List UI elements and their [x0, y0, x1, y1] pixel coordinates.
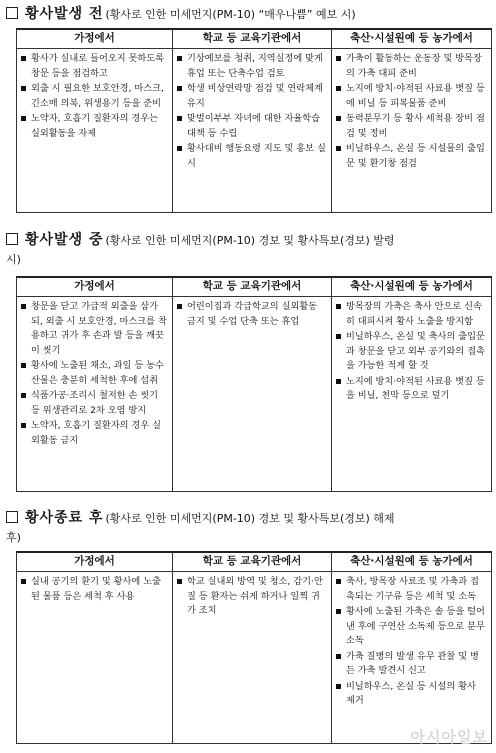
- cell-home: [17, 572, 173, 744]
- list-item: 황사에 노출된 채소, 과일 등 농수산물은 충분히 세척한 후에 섭취: [21, 359, 168, 388]
- list-item: 학교 실내외 방역 및 청소, 감기·안질 등 환자는 쉬게 하거나 일찍 귀가 조치: [177, 575, 327, 619]
- list-item: 비닐하우스, 온실 등 시설의 황사 제거: [336, 680, 487, 709]
- list-item: 축사, 방목장 사료조 및 가축과 접촉되는 기구류 등은 세척 및 소독: [336, 575, 487, 604]
- list-item: 외출 시 필요한 보호안경, 마스크, 긴소매 의복, 위생용기 등을 준비: [21, 82, 168, 111]
- cell-home: [17, 49, 173, 213]
- list-item: 어린이집과 각급학교의 실외활동 금지 및 수업 단축 또는 휴업: [177, 300, 327, 329]
- cell-school: [173, 297, 332, 492]
- column-header-home: 가정에서: [17, 277, 173, 297]
- cell-school: [173, 49, 332, 213]
- list-item: 황사가 실내로 들어오지 못하도록 창문 등을 점검하고: [21, 52, 168, 81]
- column-header-home: 가정에서: [17, 29, 173, 49]
- list-item: 비닐하우스, 온실 및 축사의 출입문과 창문을 닫고 외부 공기와의 접촉을 가능한 적게 할 것: [336, 330, 487, 374]
- section-subtitle: (황사로 인한 미세먼지(PM-10) “매우나쁨” 예보 시): [105, 8, 356, 21]
- column-header-farm: 축산·시설원예 등 농가에서: [332, 277, 492, 297]
- section-subtitle: (황사로 인한 미세먼지(PM-10) 경보 및 황사특보(경보) 해제: [105, 512, 395, 525]
- column-header-school: 학교 등 교육기관에서: [173, 277, 332, 297]
- list-item: 가축이 활동하는 운동장 및 방목장의 가축 대피 준비: [336, 52, 487, 81]
- list-item: 황사에 노출된 가축은 솔 등을 털어낸 후에 구연산 소독제 등으로 분무 소독: [336, 605, 487, 649]
- list-item: 노약자, 호흡기 질환자의 경우는 실외활동을 자제: [21, 112, 168, 141]
- section-subtitle: (황사로 인한 미세먼지(PM-10) 경보 및 황사특보(경보) 발령: [105, 234, 395, 247]
- list-item: 황사대비 행동요령 지도 및 홍보 실시: [177, 142, 327, 171]
- column-header-farm: 축산·시설원예 등 농가에서: [332, 552, 492, 572]
- list-item: 학생 비상연락망 점검 및 연락체계 유지: [177, 82, 327, 111]
- cell-school: [173, 572, 332, 744]
- column-header-school: 학교 등 교육기관에서: [173, 29, 332, 49]
- list-item: 노지에 방치·야적된 사료용 볏짚 등에 비닐 등 피복물품 준비: [336, 82, 487, 111]
- list-item: 동력분무기 등 황사 세척용 장비 점검 및 정비: [336, 112, 487, 141]
- section-subtitle-continued: 후): [6, 531, 21, 544]
- list-item: 비닐하우스, 온실 등 시설물의 출입문 및 환기창 점검: [336, 142, 487, 171]
- checkbox-square-icon: [6, 7, 18, 19]
- guideline-table: [16, 28, 492, 213]
- list-item: 맞벌이부부 자녀에 대한 자율학습 대책 등 수립: [177, 112, 327, 141]
- section-title: 황사발생 중: [25, 232, 104, 248]
- cell-farm: [332, 297, 492, 492]
- checkbox-square-icon: [6, 233, 18, 245]
- guideline-table: [16, 276, 492, 492]
- cell-farm: [332, 572, 492, 744]
- watermark-logo: 아시아일보: [410, 728, 488, 746]
- cell-home: [17, 297, 173, 492]
- section-title: 황사종료 후: [25, 510, 104, 526]
- cell-farm: [332, 49, 492, 213]
- column-header-farm: 축산·시설원예 등 농가에서: [332, 29, 492, 49]
- list-item: 식품가공·조리시 철저한 손 씻기 등 위생관리로 2차 오염 방지: [21, 389, 168, 418]
- column-header-home: 가정에서: [17, 552, 173, 572]
- section-subtitle-continued: 시): [6, 253, 21, 266]
- guideline-table: [16, 551, 492, 744]
- section-heading: [6, 508, 492, 544]
- list-item: 노지에 방치·야적된 사료용 볏짚 등을 비닐, 천막 등으로 덮기: [336, 375, 487, 404]
- list-item: 가축 질병의 발생 유무 관찰 및 병든 가축 발견시 신고: [336, 650, 487, 679]
- checkbox-square-icon: [6, 511, 18, 523]
- column-header-school: 학교 등 교육기관에서: [173, 552, 332, 572]
- list-item: 방목장의 가축은 축사 안으로 신속히 대피시켜 황사 노출을 방지함: [336, 300, 487, 329]
- list-item: 기상예보를 청취, 지역실정에 맞게 휴업 또는 단축수업 검토: [177, 52, 327, 81]
- section-title: 황사발생 전: [25, 6, 104, 22]
- section-heading: [6, 230, 492, 266]
- section-heading: [6, 4, 492, 25]
- list-item: 창문을 닫고 가급적 외출을 삼가되, 외출 시 보호안경, 마스크를 착용하고 귀가 후 손과 발 등을 깨끗이 씻기: [21, 300, 168, 358]
- list-item: 노약자, 호흡기 질환자의 경우 실외활동 금지: [21, 419, 168, 448]
- list-item: 실내 공기의 환기 및 황사에 노출된 물품 등은 세척 후 사용: [21, 575, 168, 604]
